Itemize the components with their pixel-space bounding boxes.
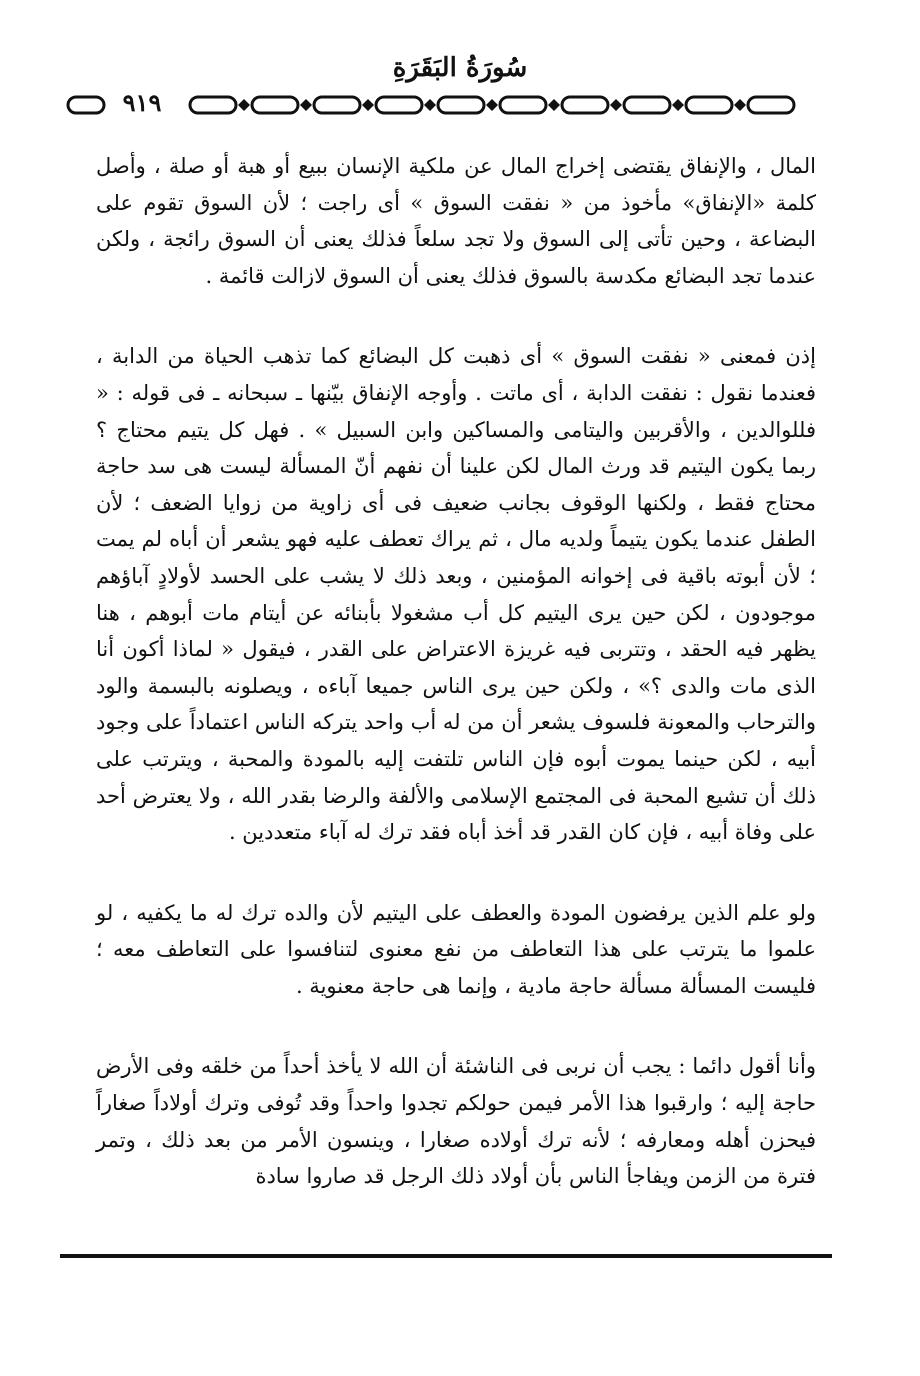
footer-rule — [60, 1254, 832, 1258]
paragraph-4: وأنا أقول دائما : يجب أن نربى فى الناشئة أن الله لا يأخذ أحداً من خلقه وفى الأرض حاجة إليه ؛ وارقبوا هذا الأمر فيمن حولكم تجدوا واحداً وقد تُوفى وترك أولاداً صغاراً فيحزن أهله ومعارفه ؛ لأنه ترك أولاده صغارا ، وينسون الأمر من بعد ذلك ، وتمر فترة من الزمن ويفاجأ الناس بأن أولاد ذلك الرجل قد صاروا سادة — [96, 1054, 816, 1189]
page-number: ٩١٩ — [112, 88, 172, 118]
decorative-border-ornament — [66, 92, 836, 118]
surah-title: سُورَةُ البَقَرَةِ — [392, 53, 528, 83]
paragraph-1: المال ، والإنفاق يقتضى إخراج المال عن ملكية الإنسان ببيع أو هبة أو صلة ، وأصل كلمة «الإنفاق» مأخوذ من « نفقت السوق » أى راجت ؛ لأن السوق تقوم على البضاعة ، وحين تأتى إلى السوق ولا تجد سلعاً فذلك يعنى أن السوق رائجة ، ولكن عندما تجد البضائع مكدسة بالسوق فذلك يعنى أن السوق لازالت قائمة . — [96, 154, 817, 288]
body-text — [96, 148, 816, 1195]
paragraph-2: إذن فمعنى « نفقت السوق » أى ذهبت كل البضائع كما تذهب الحياة من الدابة ، فعندما نقول : نفقت الدابة ، أى ماتت . وأوجه الإنفاق بيّنها ـ سبحانه ـ فى قوله : « فللوالدين ، والأقربين واليتامى والمساكين وابن السبيل » . فهل كل يتيم محتاج ؟ ربما يكون اليتيم قد ورث المال لكن علينا أن نفهم أنّ المسألة ليست هى سد حاجة محتاج فقط ، ولكنها الوقوف بجانب ضعيف فى أى زاوية من زوايا الضعف ؛ لأن الطفل عندما يكون يتيماً ولديه مال ، ثم يراك تعطف عليه فهو يشعر أن أباه لم يمت ؛ لأن أبوته باقية فى إخوانه المؤمنين ، وبعد ذلك لا يشب على الحسد لأولادٍ آباؤهم موجودون ، لكن حين يرى اليتيم كل أب مشغولا بأبنائه عن أيتام مات أبوهم ، هنا يظهر فيه الحقد ، وتتربى فيه غريزة الاعتراض على القدر ، فيقول « لماذا أكون أنا الذى مات والدى ؟» ، ولكن حين يرى الناس جميعا آباءه ، ويصلونه بالبسمة والود والترحاب والمعونة فلسوف يشعر أن من له أب واحد يتركه الناس اعتماداً على وجود أبيه ، لكن حينما يموت أبوه فإن الناس تلتفت إليه بالمودة والمحبة ، ويترتب على ذلك أن تشيع المحبة فى المجتمع الإسلامى والألفة والرضا بقدر الله ، ولا يعترض أحد على وفاة أبيه ، فإن كان القدر قد أخذ أباه فقد ترك له آباء متعددين . — [96, 344, 816, 845]
paragraph-3: ولو علم الذين يرفضون المودة والعطف على اليتيم لأن والده ترك له ما يكفيه ، لو علموا ما يترتب على هذا التعاطف من نفع معنوى لتنافسوا على التعاطف معه ؛ فليست المسألة مسألة حاجة مادية ، وإنما هى حاجة معنوية . — [96, 900, 816, 998]
